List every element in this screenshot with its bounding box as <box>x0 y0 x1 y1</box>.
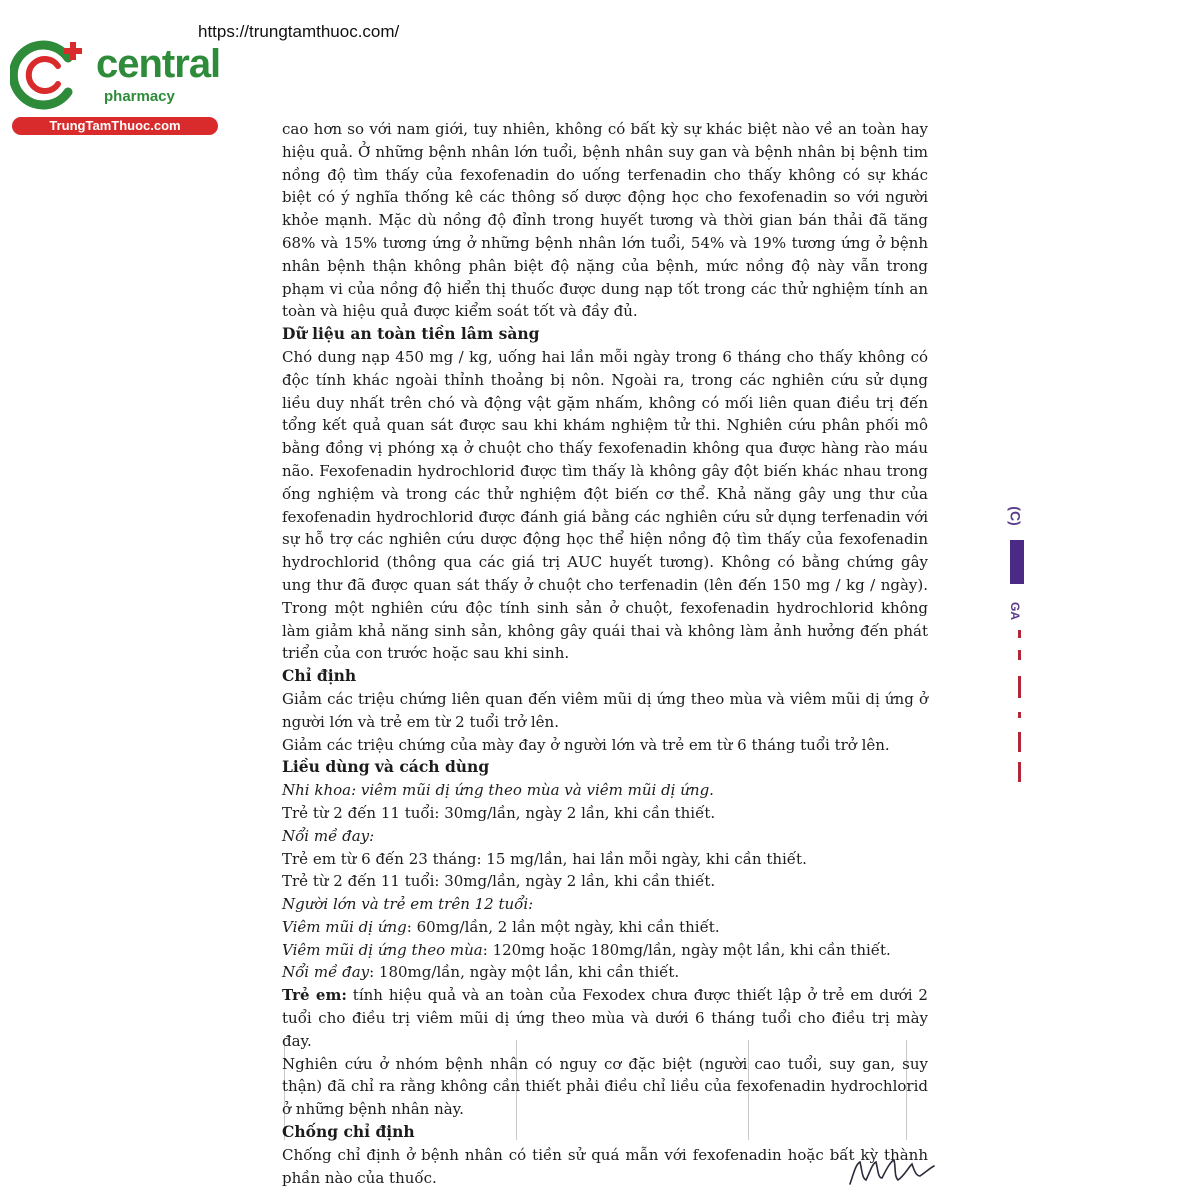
dosage-line: Trẻ em từ 6 đến 23 tháng: 15 mg/lần, hai lần mỗi ngày, khi cần thiết. <box>282 849 807 868</box>
dosage-line: Trẻ từ 2 đến 11 tuổi: 30mg/lần, ngày 2 lần, khi cần thiết. <box>282 803 716 822</box>
pharmacy-logo-icon <box>10 38 90 112</box>
dosage-line: Trẻ từ 2 đến 11 tuổi: 30mg/lần, ngày 2 lần, khi cần thiết. <box>282 872 716 891</box>
margin-mark <box>1018 650 1021 660</box>
dosage-line: Viêm mũi dị ứng theo mùa: 120mg hoặc 180mg/lần, ngày một lần, khi cần thiết. <box>282 940 891 959</box>
heading-preclinical-safety: Dữ liệu an toàn tiền lâm sàng <box>282 324 540 344</box>
heading-dosage: Liều dùng và cách dùng <box>282 757 490 777</box>
margin-label-top: (C) <box>1007 506 1024 526</box>
logo-brand: central <box>96 42 221 86</box>
heading-indication: Chỉ định <box>282 666 357 686</box>
paragraph-contraindication: Chống chỉ định ở bệnh nhân có tiền sử quá mẫn với fexofenadin hoặc bất kỳ thành phần nào của thuốc. <box>282 1145 928 1187</box>
logo-subtitle: pharmacy <box>104 88 175 105</box>
margin-label-mid: GA <box>1008 602 1022 620</box>
margin-mark <box>1018 732 1021 752</box>
dosage-line: Viêm mũi dị ứng: 60mg/lần, 2 lần một ngày, khi cần thiết. <box>282 917 720 936</box>
paragraph-indication-urticaria: Giảm các triệu chứng của mày đay ở người lớn và trẻ em từ 6 tháng tuổi trở lên. <box>282 735 890 754</box>
paragraph-preclinical: Chó dung nạp 450 mg / kg, uống hai lần mỗi ngày trong 6 tháng cho thấy không có độc tính khác ngoài thỉnh thoảng bị nôn. Ngoài ra, trong các nghiên cứu sử dụng liều duy nhất trên chó và động vật gặm nhấm, không có mối liên quan điều trị đến tổng kết quả quan sát được sau khi khám nghiệm tử thi. Nghiên cứu phân phối mô bằng đồng vị phóng xạ ở chuột cho thấy fexofenadin không qua được hàng rào máu não. Fexofenadin hydrochlorid được tìm thấy là không gây đột biến khác nhau trong ống nghiệm và trong các thử nghiệm đột biến cơ thể. Khả năng gây ung thư của fexofenadin hydrochlorid được đánh giá bằng các nghiên cứu sử dụng terfenadin với sự hỗ trợ các nghiên cứu dược động học thể hiện nồng độ tìm thấy của fexofenadin hydrochlorid (thông qua các giá trị AUC huyết tương). Không có bằng chứng gây ung thư đã được quan sát thấy ở chuột cho terfenadin (lên đến 150 mg / kg / ngày). Trong một nghiên cứu độc tính sinh sản ở chuột, fexofenadin hydrochlorid không làm giảm khả năng sinh sản, không gây quái thai và không làm ảnh hưởng đến phát triển của con trước hoặc sau khi sinh. <box>282 347 928 663</box>
source-url[interactable]: https://trungtamthuoc.com/ <box>198 22 400 41</box>
dosage-adult-heading: Người lớn và trẻ em trên 12 tuổi: <box>282 895 534 914</box>
paragraph-indication-rhinitis: Giảm các triệu chứng liên quan đến viêm mũi dị ứng theo mùa và viêm mũi dị ứng ở người lớn và trẻ em từ 2 tuổi trở lên. <box>282 689 928 731</box>
paragraph-children: Trẻ em: tính hiệu quả và an toàn của Fexodex chưa được thiết lập ở trẻ em dưới 2 tuổi cho điều trị viêm mũi dị ứng theo mùa và dưới 6 tháng tuổi cho điều trị mày đay. <box>282 986 928 1050</box>
dosage-pediatric-heading: Nhi khoa: viêm mũi dị ứng theo mùa và viêm mũi dị ứng. <box>282 781 714 800</box>
document-body <box>282 118 928 1189</box>
logo-site-badge: TrungTamThuoc.com <box>12 117 218 135</box>
heading-contraindication: Chống chỉ định <box>282 1122 415 1142</box>
paragraph-pharmacokinetics: cao hơn so với nam giới, tuy nhiên, không có bất kỳ sự khác biệt nào về an toàn hay hiệu quả. Ở những bệnh nhân lớn tuổi, bệnh nhân suy gan và bệnh nhân bị bệnh tim nồng độ tìm thấy của fexofenadin do uống terfenadin cho thấy không có sự khác biệt có ý nghĩa thống kê các thông số dược động học cho fexofenadin so với người khỏe mạnh. Mặc dù nồng độ đỉnh trong huyết tương và thời gian bán thải đã tăng 68% và 15% tương ứng ở những bệnh nhân lớn tuổi, 54% và 19% tương ứng ở bệnh nhân bệnh thận không phân biệt độ nặng của bệnh, mức nồng độ này vẫn trong phạm vi của nồng độ hiển thị thuốc được dung nạp tốt trong các thử nghiệm tính an toàn và hiệu quả được kiểm soát tốt và đầy đủ. <box>282 120 928 321</box>
dosage-urticaria-heading: Nổi mề đay: <box>282 826 375 845</box>
margin-mark <box>1018 676 1021 698</box>
margin-mark <box>1018 630 1021 638</box>
dosage-line: Nổi mề đay: 180mg/lần, ngày một lần, khi cần thiết. <box>282 963 680 982</box>
signature-icon <box>846 1150 936 1190</box>
pharmacy-logo <box>10 36 220 136</box>
paragraph-special-risk: Nghiên cứu ở nhóm bệnh nhân có nguy cơ đặc biệt (người cao tuổi, suy gan, suy thận) đã chỉ ra rằng không cần thiết phải điều chỉ liều của fexofenadin hydrochlorid ở những bệnh nhân này. <box>282 1054 928 1119</box>
margin-stamp-block <box>1010 540 1024 584</box>
margin-stamp-edge <box>1004 500 1026 790</box>
margin-mark <box>1018 762 1021 782</box>
margin-mark <box>1018 712 1021 718</box>
